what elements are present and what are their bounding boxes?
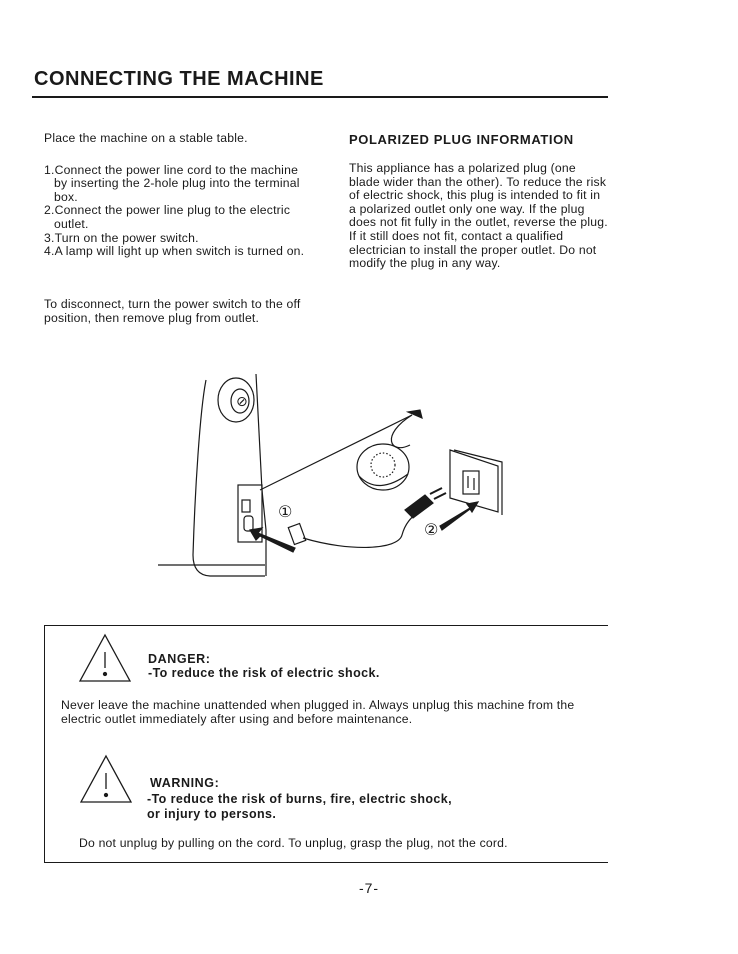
danger-label: DANGER: <box>148 652 211 666</box>
warning-subtitle: or injury to persons. <box>147 807 277 821</box>
step-item: 4.A lamp will light up when switch is turned on. <box>44 244 305 259</box>
title-divider <box>32 96 608 98</box>
plug-icon <box>405 488 446 518</box>
step-item: 3.Turn on the power switch. <box>44 230 199 245</box>
warning-subtitle: -To reduce the risk of burns, fire, electric shock, <box>147 792 452 806</box>
safety-warnings-box <box>44 625 608 863</box>
foot-controller-icon <box>357 444 409 490</box>
callout-2: ② <box>424 520 439 539</box>
arrow-icon <box>440 502 478 530</box>
svg-text:⊘: ⊘ <box>236 394 248 410</box>
polarized-plug-text: This appliance has a polarized plug (one blade wider than the other). To reduce the risk of electric shock, this plug is intended to fit in a polarized outlet only one way. If the plug does not fit fully in the outlet, reverse the plug. If it still does not fit, contact a qualified electrician to install the proper outlet. Do not modify the plug in any way. <box>349 161 608 271</box>
warning-text: Do not unplug by pulling on the cord. To unplug, grasp the plug, not the cord. <box>79 836 508 850</box>
danger-subtitle: -To reduce the risk of electric shock. <box>148 666 380 680</box>
step-item: 2.Connect the power line plug to the electric outlet. <box>44 203 291 231</box>
polarized-plug-section <box>349 132 609 271</box>
danger-text: Never leave the machine unattended when plugged in. Always unplug this machine from the electric outlet immediately after using and before maintenance. <box>61 698 575 726</box>
section-heading: POLARIZED PLUG INFORMATION <box>349 132 574 147</box>
disconnect-text: To disconnect, turn the power switch to the off position, then remove plug from outlet. <box>44 297 301 325</box>
page-title: CONNECTING THE MACHINE <box>34 68 324 90</box>
warning-icon <box>78 753 134 807</box>
power-cord-icon <box>260 410 422 547</box>
callout-1: ① <box>278 502 293 521</box>
warning-label: WARNING: <box>150 776 220 790</box>
page-number: -7- <box>358 880 380 896</box>
step-item: 1.Connect the power line cord to the machine by inserting the 2-hole plug into the terminal box. <box>44 162 300 204</box>
intro-text: Place the machine on a stable table. <box>44 131 248 145</box>
danger-warning-icon <box>77 632 133 686</box>
connection-instructions <box>44 132 314 259</box>
arrow-icon <box>250 528 295 552</box>
steps-list <box>44 164 314 259</box>
sewing-machine-icon <box>158 374 266 576</box>
connection-illustration <box>150 370 510 585</box>
